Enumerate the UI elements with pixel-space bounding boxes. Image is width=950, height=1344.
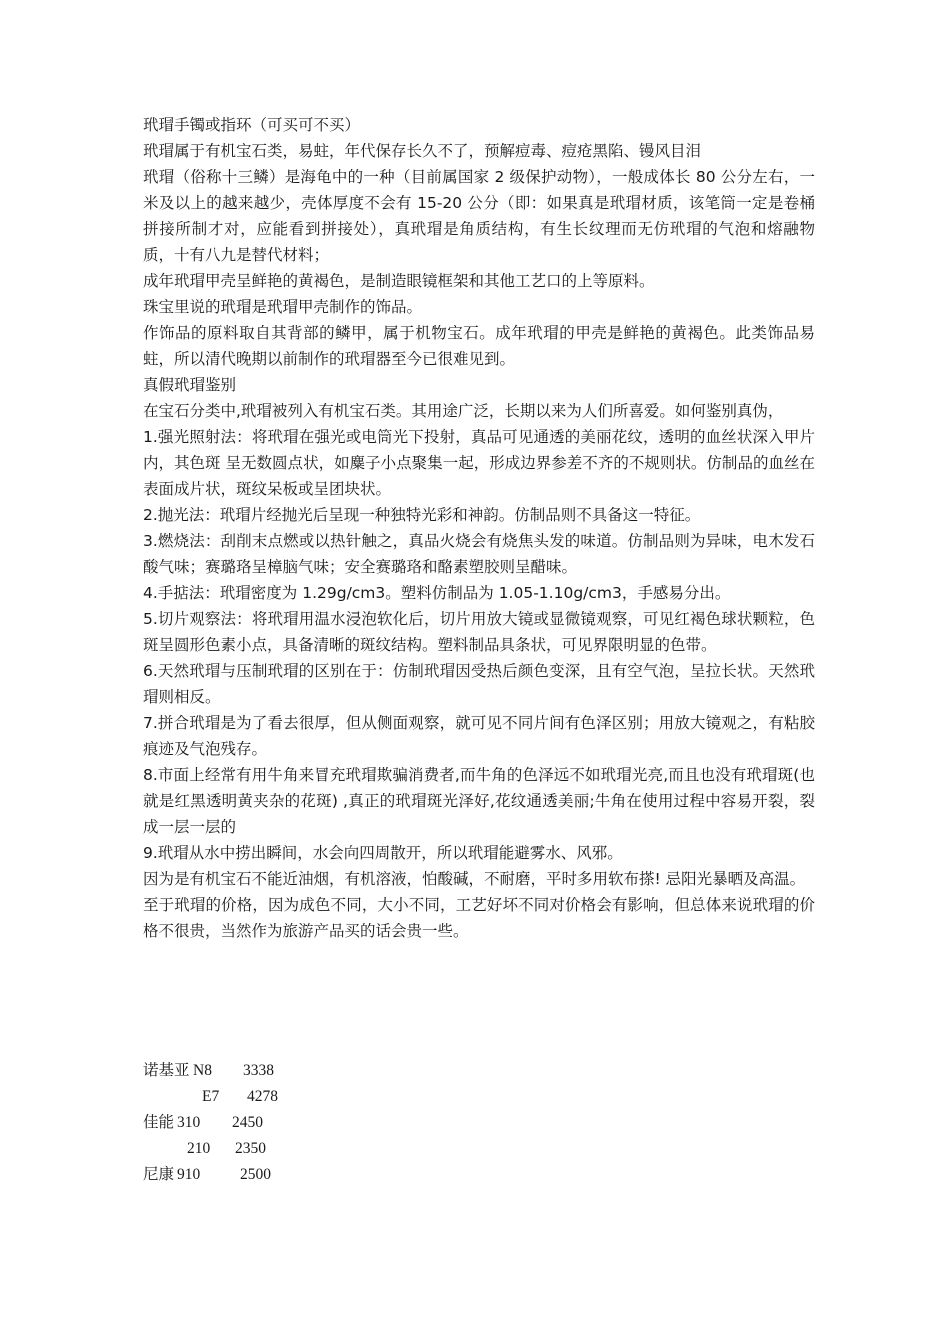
paragraph: 成年玳瑁甲壳呈鲜艳的黄褐色，是制造眼镜框架和其他工艺口的上等原料。 [143,272,655,290]
list-item: 6.天然玳瑁与压制玳瑁的区别在于：仿制玳瑁因受热后颜色变深，且有空气泡，呈拉长状。天然玳瑁则相反。 [143,662,815,706]
paragraph: 至于玳瑁的价格，因为成色不同，大小不同，工艺好坏不同对价格会有影响，但总体来说玳瑁的价格不很贵，当然作为旅游产品买的话会贵一些。 [143,896,815,940]
price-model: N8 [193,1062,212,1079]
list-item: 9.玳瑁从水中捞出瞬间，水会向四周散开，所以玳瑁能避雾水、风邪。 [143,844,623,862]
paragraph: 作饰品的原料取自其背部的鳞甲，属于机物宝石。成年玳瑁的甲壳是鲜艳的黄褐色。此类饰品易蛀，所以清代晚期以前制作的玳瑁器至今已很难见到。 [143,324,815,368]
document-title: 玳瑁手镯或指环（可买可不买） [143,116,361,134]
price-value: 3338 [243,1062,274,1079]
price-value: 4278 [247,1088,278,1105]
document-body [143,112,815,944]
list-item: 3.燃烧法：刮削末点燃或以热针触之，真品火烧会有烧焦头发的味道。仿制品则为异味，电木发石酸气味；赛璐珞呈樟脑气味；安全赛璐珞和酪素塑胶则呈醋味。 [143,532,815,576]
price-brand: 佳能 [143,1114,175,1131]
paragraph: 玳瑁（俗称十三鳞）是海龟中的一种（目前属国家 2 级保护动物），一般成体长 80 公分左右，一米及以上的越来越少，壳体厚度不会有 15-20 公分（即：如果真是玳瑁材质，该笔筒一定是卷桶拼接所制才对，应能看到拼接处），真玳瑁是角质结构，有生长纹理而无仿玳瑁的气泡和熔融物质，十有八九是替代材料； [143,168,815,264]
section-heading: 真假玳瑁鉴别 [143,376,237,394]
price-model: 910 [177,1166,201,1183]
paragraph: 玳瑁属于有机宝石类，易蛀，年代保存长久不了，预解痘毒、痘疮黑陷、镘风目泪 [143,142,702,160]
price-model: 310 [177,1114,201,1131]
list-item: 7.拼合玳瑁是为了看去很厚，但从侧面观察，就可见不同片间有色泽区别；用放大镜观之，有粘胶痕迹及气泡残存。 [143,714,815,758]
paragraph: 因为是有机宝石不能近油烟，有机溶液，怕酸碱，不耐磨，平时多用软布搽! 忌阳光暴晒及高温。 [143,870,806,888]
paragraph: 在宝石分类中,玳瑁被列入有机宝石类。其用途广泛，长期以来为人们所喜爱。如何鉴别真伪， [143,402,784,420]
price-brand: 尼康 [143,1166,175,1183]
price-value: 2450 [232,1114,263,1131]
paragraph: 珠宝里说的玳瑁是玳瑁甲壳制作的饰品。 [143,298,423,316]
list-item: 8.市面上经常有用牛角来冒充玳瑁欺骗消费者,而牛角的色泽远不如玳瑁光亮,而且也没有玳瑁斑(也就是红黑透明黄夹杂的花斑) ,真正的玳瑁斑光泽好,花纹通透美丽;牛角在使用过程中容易开裂，裂成一层一层的 [143,766,815,836]
price-value: 2500 [240,1166,271,1183]
price-brand: 诺基亚 [143,1062,190,1079]
list-item: 5.切片观察法：将玳瑁用温水浸泡软化后，切片用放大镜或显微镜观察，可见红褐色球状颗粒，色斑呈圆形色素小点，具备清晰的斑纹结构。塑料制品具条状，可见界限明显的色带。 [143,610,815,654]
list-item: 2.抛光法：玳瑁片经抛光后呈现一种独特光彩和神韵。仿制品则不具备这一特征。 [143,506,701,524]
price-model: 210 [187,1140,211,1157]
price-model: E7 [202,1088,220,1105]
list-item: 1.强光照射法：将玳瑁在强光或电筒光下投射，真品可见通透的美丽花纹，透明的血丝状深入甲片内，其色斑 呈无数圆点状，如麋子小点聚集一起，形成边界参差不齐的不规则状。仿制品的血丝在表面成片状，斑纹呆板或呈团块状。 [143,428,815,498]
price-value: 2350 [235,1140,266,1157]
list-item: 4.手掂法：玳瑁密度为 1.29g/cm3。塑料仿制品为 1.05-1.10g/cm3，手感易分出。 [143,584,731,602]
